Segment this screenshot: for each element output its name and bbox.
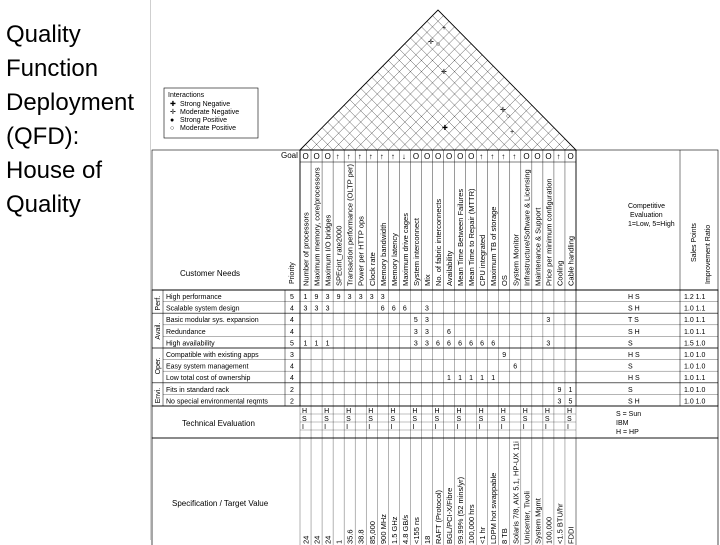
evaluation-mark: H [324,408,330,415]
technical-requirement-labels [300,150,575,290]
title-line-1: Quality [6,21,81,48]
legend-item-strong-negative: Strong Negative [180,101,231,108]
evaluation-mark: H [544,408,550,415]
relationship-value: 3 [303,305,308,313]
category-label: Avail. [155,322,162,340]
sales-point-value: 1.0 1.1 [684,375,706,383]
evaluation-mark: I [302,424,304,431]
goal-symbol: ↑ [479,152,484,161]
competitive-rating: H S [628,294,640,301]
evaluation-mark: S [302,416,307,423]
technical-requirement-label: Clock rate [367,252,377,286]
evaluation-mark: S [368,416,373,423]
technical-requirement-label: System interconnect [411,218,421,286]
customer-need-label: No special environmental reqmts [166,398,268,406]
title-line-5: House of [6,157,103,184]
competitive-rating: H S [628,375,640,383]
goal-symbol: O [446,152,453,161]
roof-correlation-mark: ✛ [441,69,447,76]
priority-value: 2 [290,398,294,406]
specification-value: FDDI [566,526,576,544]
relationship-value: 3 [325,305,330,313]
roof-correlation-mark: + [510,129,515,136]
goal-symbol: O [545,152,552,161]
relationship-value: 5 [413,317,418,325]
evaluation-mark: S [456,416,462,423]
evaluation-mark: H [390,408,396,415]
technical-requirement-label: Maximum I/O bridges [323,214,333,286]
evaluation-legend-item: H = HP [616,429,639,436]
specification-value: BGL/PCI-X/Fibre [445,487,455,544]
moderate-negative-icon: ✛ [170,109,176,116]
goal-symbol: ↑ [379,152,384,161]
technical-requirement-label: Cooling [555,260,565,286]
specification-value: 18 [422,535,432,544]
sales-points-header: Sales Points [691,223,698,262]
category-label: Perf. [155,295,162,311]
customer-need-label: Basic modular sys. expansion [166,317,259,325]
specification-value: 99.99% (52 mins/yr) [456,476,466,544]
evaluation-mark: H [456,408,462,415]
technical-requirement-label: OS [500,275,510,286]
interactions-legend [164,88,258,138]
evaluation-mark: H [566,408,573,415]
priority-value: 2 [290,386,294,394]
customer-need-label: Scalable system design [166,305,240,313]
roof-correlation-mark: + [442,25,447,32]
priority-value: 4 [290,305,294,313]
technical-requirement-label: Maximum memory, core/processors [312,167,322,286]
customer-need-label: Low total cost of ownership [166,375,251,383]
improvement-ratio-header: Improvement Ratio [705,224,712,284]
title-line-3: Deployment [6,89,135,116]
bottom-section [152,406,718,545]
relationship-value: 9 [314,294,319,301]
roof-correlation-mark: ✛ [428,39,434,46]
goal-symbol: O [313,152,320,161]
evaluation-mark: I [368,424,371,431]
sales-point-value: 1.0 1.0 [684,363,706,371]
goal-symbol: ↑ [501,152,506,161]
evaluation-mark: S [500,416,506,423]
relationship-value: 6 [447,340,451,348]
goal-symbol: O [534,152,541,161]
priority-value: 4 [290,317,294,325]
evaluation-mark: I [390,424,393,431]
relationship-value: 9 [557,386,562,394]
evaluation-mark: H [368,408,374,415]
evaluation-mark: I [544,424,547,431]
technical-requirement-label: Mean Time Between Failures [456,188,466,286]
house-of-quality [150,0,720,544]
specification-value: 24 [312,535,322,544]
correlation-roof [300,10,576,150]
specification-value: 100,000 hrs [467,504,477,544]
category-label: Envi. [155,387,162,404]
customer-need-label: High availability [166,340,215,348]
specification-label: Specification / Target Value [172,499,269,508]
technical-requirement-label: Infrastructure/Software & Licensing [522,169,532,286]
evaluation-mark: S [390,416,395,423]
roof-correlation-mark: ✛ [500,107,506,114]
priority-value: 4 [290,363,294,371]
relationship-value: 1 [303,294,308,301]
technical-requirement-label: Transaction performance (OLTP per) [345,164,355,286]
goal-symbol: ↑ [490,152,495,161]
specification-value: 100,000 [544,516,554,544]
sales-point-value: 1.0 1.1 [684,328,706,336]
sales-point-value: 1.0 1.1 [684,305,706,313]
customer-need-label: Compatible with existing apps [166,352,259,359]
relationship-value: 1 [469,375,474,383]
technical-requirement-label: Maximum drive cages [400,213,410,286]
technical-requirement-label: System Monitor [511,233,521,286]
relationship-value: 6 [469,340,474,348]
technical-requirement-label: Mix [422,274,432,286]
goal-symbol: O [324,152,331,161]
evaluation-mark: I [566,424,569,431]
relationship-value: 6 [402,305,407,313]
legend-item-moderate-negative: Moderate Negative [180,109,240,116]
technical-requirement-label: SPEcint_rate2000 [334,225,344,286]
specification-value: <1.5 BTU/hr [555,503,565,544]
title-panel [0,0,151,540]
specification-value: 85,000 [367,521,377,544]
evaluation-mark: S [324,416,329,423]
technical-requirement-label: No. of fabric interconnects [434,198,443,286]
evaluation-mark: I [412,424,415,431]
customer-need-label: Fits in standard rack [166,386,230,394]
technical-requirement-label: Price per minimum configuration [544,178,554,286]
specification-value: 38.8 [356,529,366,544]
specification-value: 900 MHz [378,513,388,544]
goal-symbol: O [302,152,309,161]
legend-item-moderate-positive: Moderate Positive [180,125,237,132]
relationship-value: 6 [380,305,385,313]
specification-value: RAFT (Protocol) [434,489,443,544]
specification-value: LDPM hot swappable [489,472,499,544]
customer-need-label: Redundance [166,328,206,336]
specification-value: <1 hr [478,526,488,544]
goal-symbol: ↑ [368,152,373,161]
relationship-value: 6 [436,340,440,348]
relationship-value: 3 [413,340,418,348]
title-line-2: Function [6,55,99,82]
relationship-value: 3 [424,340,429,348]
priority-value: 3 [290,352,294,359]
specification-value: 35.6 [345,529,355,544]
competitive-header: Competitive Evaluation 1=Low, 5=High [628,203,675,228]
customer-need-label: High performance [166,294,222,301]
sales-point-value: 1.0 1.0 [684,352,706,359]
technical-requirement-label: CPU integrated [478,234,488,286]
specification-value: System Mgmt [533,498,543,544]
relationship-value: 3 [546,340,551,348]
relationship-value: 6 [391,305,396,313]
relationship-value: 6 [447,328,451,336]
relationship-value: 3 [424,328,429,336]
evaluation-mark: H [522,408,528,415]
goal-symbol: O [567,152,574,161]
evaluation-legend-item: S = Sun [616,411,642,418]
competitive-rating: S [628,386,633,394]
specification-value: Unicenter, Tivoli [522,491,532,544]
roof-correlation-mark: ○ [436,41,441,48]
relationship-value: 3 [369,294,374,301]
specification-value: 8 TB [500,528,510,544]
competitive-rating: S H [628,328,640,336]
relationship-value: 1 [491,375,496,383]
goal-symbol: ↑ [335,152,340,161]
technical-requirement-label: Cable handling [566,235,576,286]
legend-title: Interactions [168,92,205,99]
roof-correlation-mark: ✚ [442,125,448,132]
evaluation-mark: S [544,416,550,423]
goal-row [303,152,574,161]
customer-need-label: Easy system management [166,363,249,371]
evaluation-mark: I [346,424,349,431]
specification-value: Solaris 7/8, AIX 5.1, HP-UX 11i [511,441,521,544]
evaluation-mark: I [478,424,481,431]
sales-point-value: 1.0 1.0 [684,398,706,406]
title-line-6: Quality [6,191,81,218]
relationship-value: 3 [380,294,385,301]
relationship-value: 3 [413,328,418,336]
evaluation-header-frame [576,150,718,290]
goal-symbol: O [468,152,475,161]
competitive-rating: S H [628,398,640,406]
competitive-rating: T S [628,317,639,325]
legend-item-strong-positive: Strong Positive [180,117,228,124]
specification-value: 4.8 GB/s [400,514,410,544]
relationship-value: 3 [424,317,429,325]
evaluation-mark: H [478,408,484,415]
relationship-value: 5 [568,398,573,406]
relationship-value: 1 [480,375,485,383]
relationship-value: 9 [502,352,507,359]
technical-requirement-label: Memory bandwidth [378,222,388,286]
relationship-value: 1 [325,340,330,348]
goal-symbol: ↑ [390,152,395,161]
technical-requirement-label: Memory latency [389,233,399,286]
evaluation-mark: S [412,416,418,423]
evaluation-mark: H [500,408,506,415]
relationship-value: 6 [513,363,518,371]
roof-outline [300,10,576,150]
specification-value: 1 [334,539,344,544]
sales-point-value: 1.5 1.0 [684,340,706,348]
evaluation-mark: S [522,416,528,423]
goal-symbol: O [412,152,420,161]
house-of-quality-diagram [150,0,720,544]
priority-value: 5 [290,294,294,301]
goal-symbol: ↑ [556,152,561,161]
technical-requirement-label: Power per HTTP ops [356,216,366,286]
sales-point-value: 1.2 1.1 [684,294,706,301]
relationship-value: 3 [358,294,363,301]
relationship-value: 6 [458,340,462,348]
goal-symbol: ↑ [346,152,351,161]
priority-value: 4 [290,375,294,383]
customer-needs-header: Customer Needs [180,269,241,278]
goal-symbol: O [435,152,442,161]
evaluation-mark: I [500,424,503,431]
relationship-value: 1 [568,386,573,394]
relationship-value: 3 [546,317,551,325]
relationship-value: 1 [314,340,319,348]
relationship-value: 3 [557,398,562,406]
competitive-rating: S [628,340,633,348]
goal-symbol: ↑ [357,152,362,161]
category-label: Oper. [155,357,162,375]
evaluation-mark: H [412,408,418,415]
specification-value: 1.5 GHz [389,516,399,544]
goal-label: Goal [281,151,298,160]
relationship-value: 3 [424,305,429,313]
evaluation-mark: I [456,424,459,431]
specification-value: 24 [323,535,333,544]
evaluation-mark: I [522,424,525,431]
technical-requirement-label: Availability [445,250,455,286]
goal-symbol: ↑ [512,152,517,161]
goal-symbol: O [523,152,530,161]
technical-evaluation-label: Technical Evaluation [182,419,255,428]
evaluation-mark: H [302,408,308,415]
evaluation-mark: S [566,416,572,423]
goal-symbol: ↓ [401,152,406,161]
priority-value: 5 [290,340,294,348]
sales-point-value: 1.0 1.0 [684,386,706,394]
technical-requirement-label: Maximum TB of storage [489,206,499,286]
evaluation-legend-item: IBM [616,420,629,427]
relationship-value: 3 [347,294,352,301]
priority-value: 4 [290,328,294,336]
relationship-value: 1 [303,340,308,348]
strong-negative-icon: ✚ [170,101,176,108]
relationship-value: 1 [447,375,451,383]
strong-positive-icon: ● [170,117,175,124]
relationship-value: 1 [458,375,462,383]
evaluation-mark: H [434,408,440,415]
sales-point-value: 1.0 1.1 [684,317,706,325]
goal-symbol: O [423,152,431,161]
moderate-positive-icon: ○ [170,125,175,132]
competitive-rating: S [628,363,633,371]
relationship-value: 3 [314,305,319,313]
specification-value: <155 ns [411,517,421,544]
competitive-rating: S H [628,305,640,313]
evaluation-mark: I [434,424,437,431]
technical-requirement-label: Number of processors [301,212,311,286]
priority-header: Priority [289,262,296,284]
technical-requirement-label: Mean Time to Repair (MTTR) [467,188,477,286]
evaluation-mark: S [434,416,440,423]
relationship-value: 3 [325,294,330,301]
evaluation-mark: S [478,416,484,423]
relationship-value: 6 [491,340,496,348]
competitive-rating: H S [628,352,640,359]
evaluation-mark: I [324,424,327,431]
specification-value: 24 [301,535,311,544]
relationship-value: 6 [480,340,485,348]
evaluation-mark: S [346,416,351,423]
technical-requirement-label: Maintenance & Support [533,207,543,286]
goal-symbol: O [457,152,464,161]
roof-correlation-mark: ○ [506,113,511,120]
evaluation-mark: H [346,408,352,415]
relationship-value: 9 [336,294,341,301]
title-line-4: (QFD): [6,123,80,150]
